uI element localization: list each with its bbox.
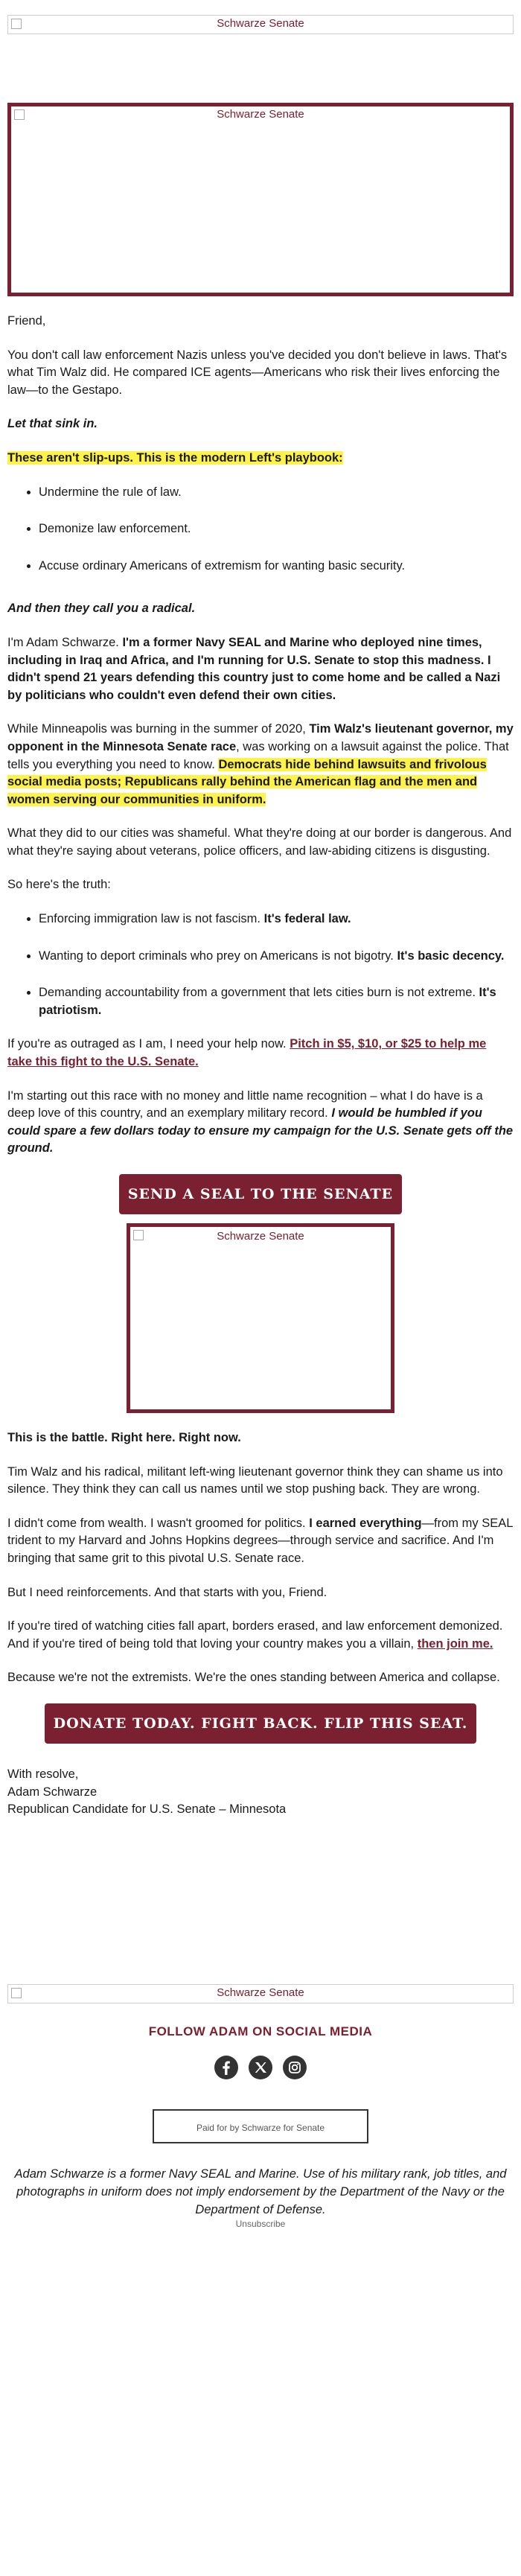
header-image [7,15,514,34]
signoff: With resolve, Adam Schwarze Republican Candidate for U.S. Senate – Minnesota [7,1767,287,1817]
paragraph: And then they call you a radical. [7,602,196,616]
disclaimer: Adam Schwarze is a former Navy SEAL and Marine. Use of his military rank, job titles, and photographs in uniform does not imply endorsement by the Department of the Navy or the Department of Defense. [14,2167,507,2216]
paragraph: You don't call law enforcement Nazis unless you've decided you don't believe in laws. That's what Tim Walz did. He compared ICE agents—Americans who risk their lives enforcing the law—to the Gestapo. [7,348,508,397]
follow-heading: FOLLOW ADAM ON SOCIAL MEDIA [148,2024,373,2038]
paragraph: Tim Walz and his radical, militant left-wing lieutenant governor think they can shame us into silence. They think they can call us names until we stop pushing back. They are wrong. [7,1464,503,1496]
header-image-alt: Schwarze Senate [217,17,304,30]
list-item: • Demonize law enforcement. [39,520,514,538]
donate-link[interactable]: Pitch in $5, $10, or $25 to help me take this fight to the U.S. Senate. [7,1037,487,1069]
mid-image-alt: Schwarze Senate [217,1230,304,1243]
paragraph: While Minneapolis was burning in the summer of 2020, Tim Walz's lieutenant governor, my opponent in the Minnesota Senate race, was working on a lawsuit against the police. That tells you everything you need to know. Democrats hide behind lawsuits and frivolous social media posts; Republicans rally behind the American flag and the men and women serving our communities in uniform. [7,722,514,806]
unsubscribe-link[interactable]: Unsubscribe [235,2219,286,2230]
facebook-icon[interactable] [214,2056,238,2079]
list-item: • Wanting to deport criminals who prey on Americans is not bigotry. It's basic decency. [39,948,514,966]
email-body [7,313,514,1819]
paragraph: If you're as outraged as I am, I need your help now. Pitch in $5, $10, or $25 to help me take this fight to the U.S. Senate. [7,1037,487,1069]
paragraph: If you're tired of watching cities fall apart, borders erased, and law enforcement demonized. And if you're tired of being told that loving your country makes you a villain, then join me. [7,1619,503,1651]
greeting: Friend, [7,314,46,328]
paragraph: Because we're not the extremists. We're the ones standing between America and collapse. [7,1671,500,1685]
list-item: • Enforcing immigration law is not fascism. It's federal law. [39,911,514,928]
paragraph: I'm Adam Schwarze. I'm a former Navy SEAL and Marine who deployed nine times, including in Iraq and Africa, and I'm running for U.S. Senate to stop this madness. I didn't spend 21 years defending this country just to come home and be called a Nazi by politicians who couldn't even defend their own cities. [7,635,501,702]
paragraph: I didn't come from wealth. I wasn't groomed for politics. I earned everything—from my SEAL trident to my Harvard and Johns Hopkins degrees—through service and sacrifice. And I'm bringing that same grit to this pivotal U.S. Senate race. [7,1516,513,1565]
paragraph: But I need reinforcements. And that starts with you, Friend. [7,1585,327,1599]
x-icon[interactable] [249,2056,272,2079]
donate-button[interactable]: DONATE TODAY. FIGHT BACK. FLIP THIS SEAT. [45,1703,476,1744]
list-item: • Undermine the rule of law. [39,484,514,502]
paragraph: So here's the truth: [7,878,111,892]
hero-image [7,103,514,296]
paid-for-box: Paid for by Schwarze for Senate [153,2109,368,2143]
playbook-list [7,484,514,576]
paragraph: These aren't slip-ups. This is the modern Left's playbook: [7,450,343,465]
paragraph: What they did to our cities was shameful. What they're doing at our border is dangerous. And what they're saying about veterans, police officers, and law-abiding citizens is disgusting. [7,826,512,858]
list-item: • Demanding accountability from a government that lets cities burn is not extreme. It's patriotism. [39,984,514,1019]
footer-image [7,1984,514,2003]
paragraph: This is the battle. Right here. Right now. [7,1431,241,1444]
instagram-icon[interactable] [283,2056,307,2079]
social-links [7,2056,514,2079]
paragraph: Let that sink in. [7,417,98,431]
hero-image-alt: Schwarze Senate [217,108,304,121]
send-seal-button[interactable]: SEND A SEAL TO THE SENATE [119,1174,402,1214]
footer-image-alt: Schwarze Senate [217,1986,304,1999]
mid-image [127,1223,394,1413]
paragraph: I'm starting out this race with no money and little name recognition – what I do have is a deep love of this country, and an exemplary military record. I would be humbled if you could spare a few dollars today to ensure my campaign for the U.S. Senate gets off the ground. [7,1088,514,1155]
list-item: • Accuse ordinary Americans of extremism for wanting basic security. [39,558,514,576]
truths-list [7,911,514,1019]
email-container [7,15,514,2229]
join-link[interactable]: then join me. [417,1636,493,1651]
